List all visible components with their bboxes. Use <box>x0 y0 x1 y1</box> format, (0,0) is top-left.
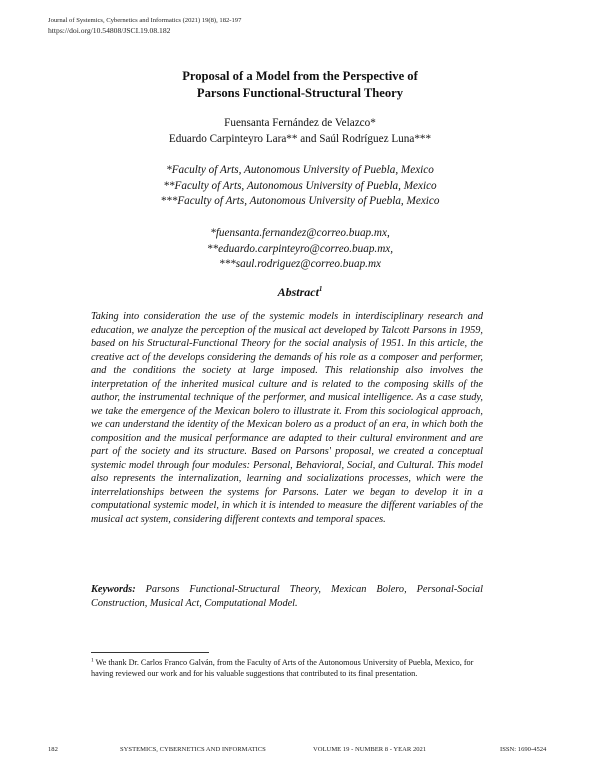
email-list <box>0 226 600 273</box>
footnote-mark: 1 <box>91 657 94 664</box>
footnote-divider <box>91 652 209 653</box>
affiliation-3: ***Faculty of Arts, Autonomous University of Puebla, Mexico <box>160 195 440 207</box>
page-number: 182 <box>48 746 58 753</box>
journal-citation: Journal of Systemics, Cybernetics and Informatics (2021) 19(8), 182-197 <box>48 17 242 24</box>
authors-line-2: Eduardo Carpinteyro Lara** and Saúl Rodríguez Luna*** <box>168 133 432 145</box>
title-line-1: Proposal of a Model from the Perspective of <box>182 69 418 83</box>
email-3[interactable]: ***saul.rodriguez@correo.buap.mx <box>218 258 382 270</box>
keywords-label: Keywords: <box>91 584 136 595</box>
abstract-body: Taking into consideration the use of the systemic models in interdisciplinary research and education, we analyze the perception of the musical act developed by Talcott Parsons in 1959, based on his Structural-Functional Theory for the social analysis of 1951. In this article, the creative act of the develops considering the demands of his role as a composer and performer, and the conditions the society at large imposed. This relationship also involves the interpretation of the inherited musical culture and is related to the composing skills of the author, the instrumental technique of the performer, and musical intelligence. As a case study, we take the emergence of the Mexican bolero to illustrate it. From this sociological approach, we can understand the identity of the Mexican bolero as a product of an era, in which both the composition and the musical performance are adapted to their cultural environment and are part of the society and its structure. Based on Parsons' proposal, we created a conceptual systemic model through four modules: Personal, Behavioral, Social, and Cultural. This model also represents the internalization, learning and socializations processes, which were the interrelationships between the systems for Parsons. Later we began to develop it in a computational systemic model, in which it is intended to measure the different variables of the musical act system, considering different contexts and temporal spaces. <box>91 311 483 525</box>
title-line-2: Parsons Functional-Structural Theory <box>196 86 404 100</box>
doi-link[interactable]: https://doi.org/10.54808/JSCI.19.08.182 <box>48 26 171 35</box>
footnote-ref-mark: 1 <box>318 285 323 293</box>
footer-journal-name: SYSTEMICS, CYBERNETICS AND INFORMATICS <box>120 746 266 753</box>
email-2[interactable]: **eduardo.carpinteyro@correo.buap.mx, <box>206 242 394 255</box>
abstract-heading <box>0 285 600 300</box>
keywords-section <box>91 583 483 611</box>
email-1[interactable]: *fuensanta.fernandez@correo.buap.mx, <box>210 227 390 239</box>
footnote-text: We thank Dr. Carlos Franco Galván, from the Faculty of Arts of the Autonomous University of Puebla, Mexico, for having reviewed our work and for his valuable suggestions that contributed to its final presentation. <box>91 658 474 679</box>
footnote <box>91 657 489 679</box>
keywords-text: Parsons Functional-Structural Theory, Mexican Bolero, Personal-Social Construction, Musical Act, Computational Model. <box>91 584 483 609</box>
affiliations <box>0 163 600 210</box>
affiliation-2: **Faculty of Arts, Autonomous University of Puebla, Mexico <box>163 179 437 192</box>
author-list <box>0 115 600 147</box>
affiliation-1: *Faculty of Arts, Autonomous University of Puebla, Mexico <box>166 164 434 176</box>
abstract-heading-text: Abstract <box>277 285 319 299</box>
authors-line-1: Fuensanta Fernández de Velazco* <box>224 117 376 129</box>
footer-issn: ISSN: 1690-4524 <box>500 746 547 753</box>
paper-title <box>0 68 600 102</box>
footer-volume: VOLUME 19 - NUMBER 8 - YEAR 2021 <box>313 746 427 753</box>
